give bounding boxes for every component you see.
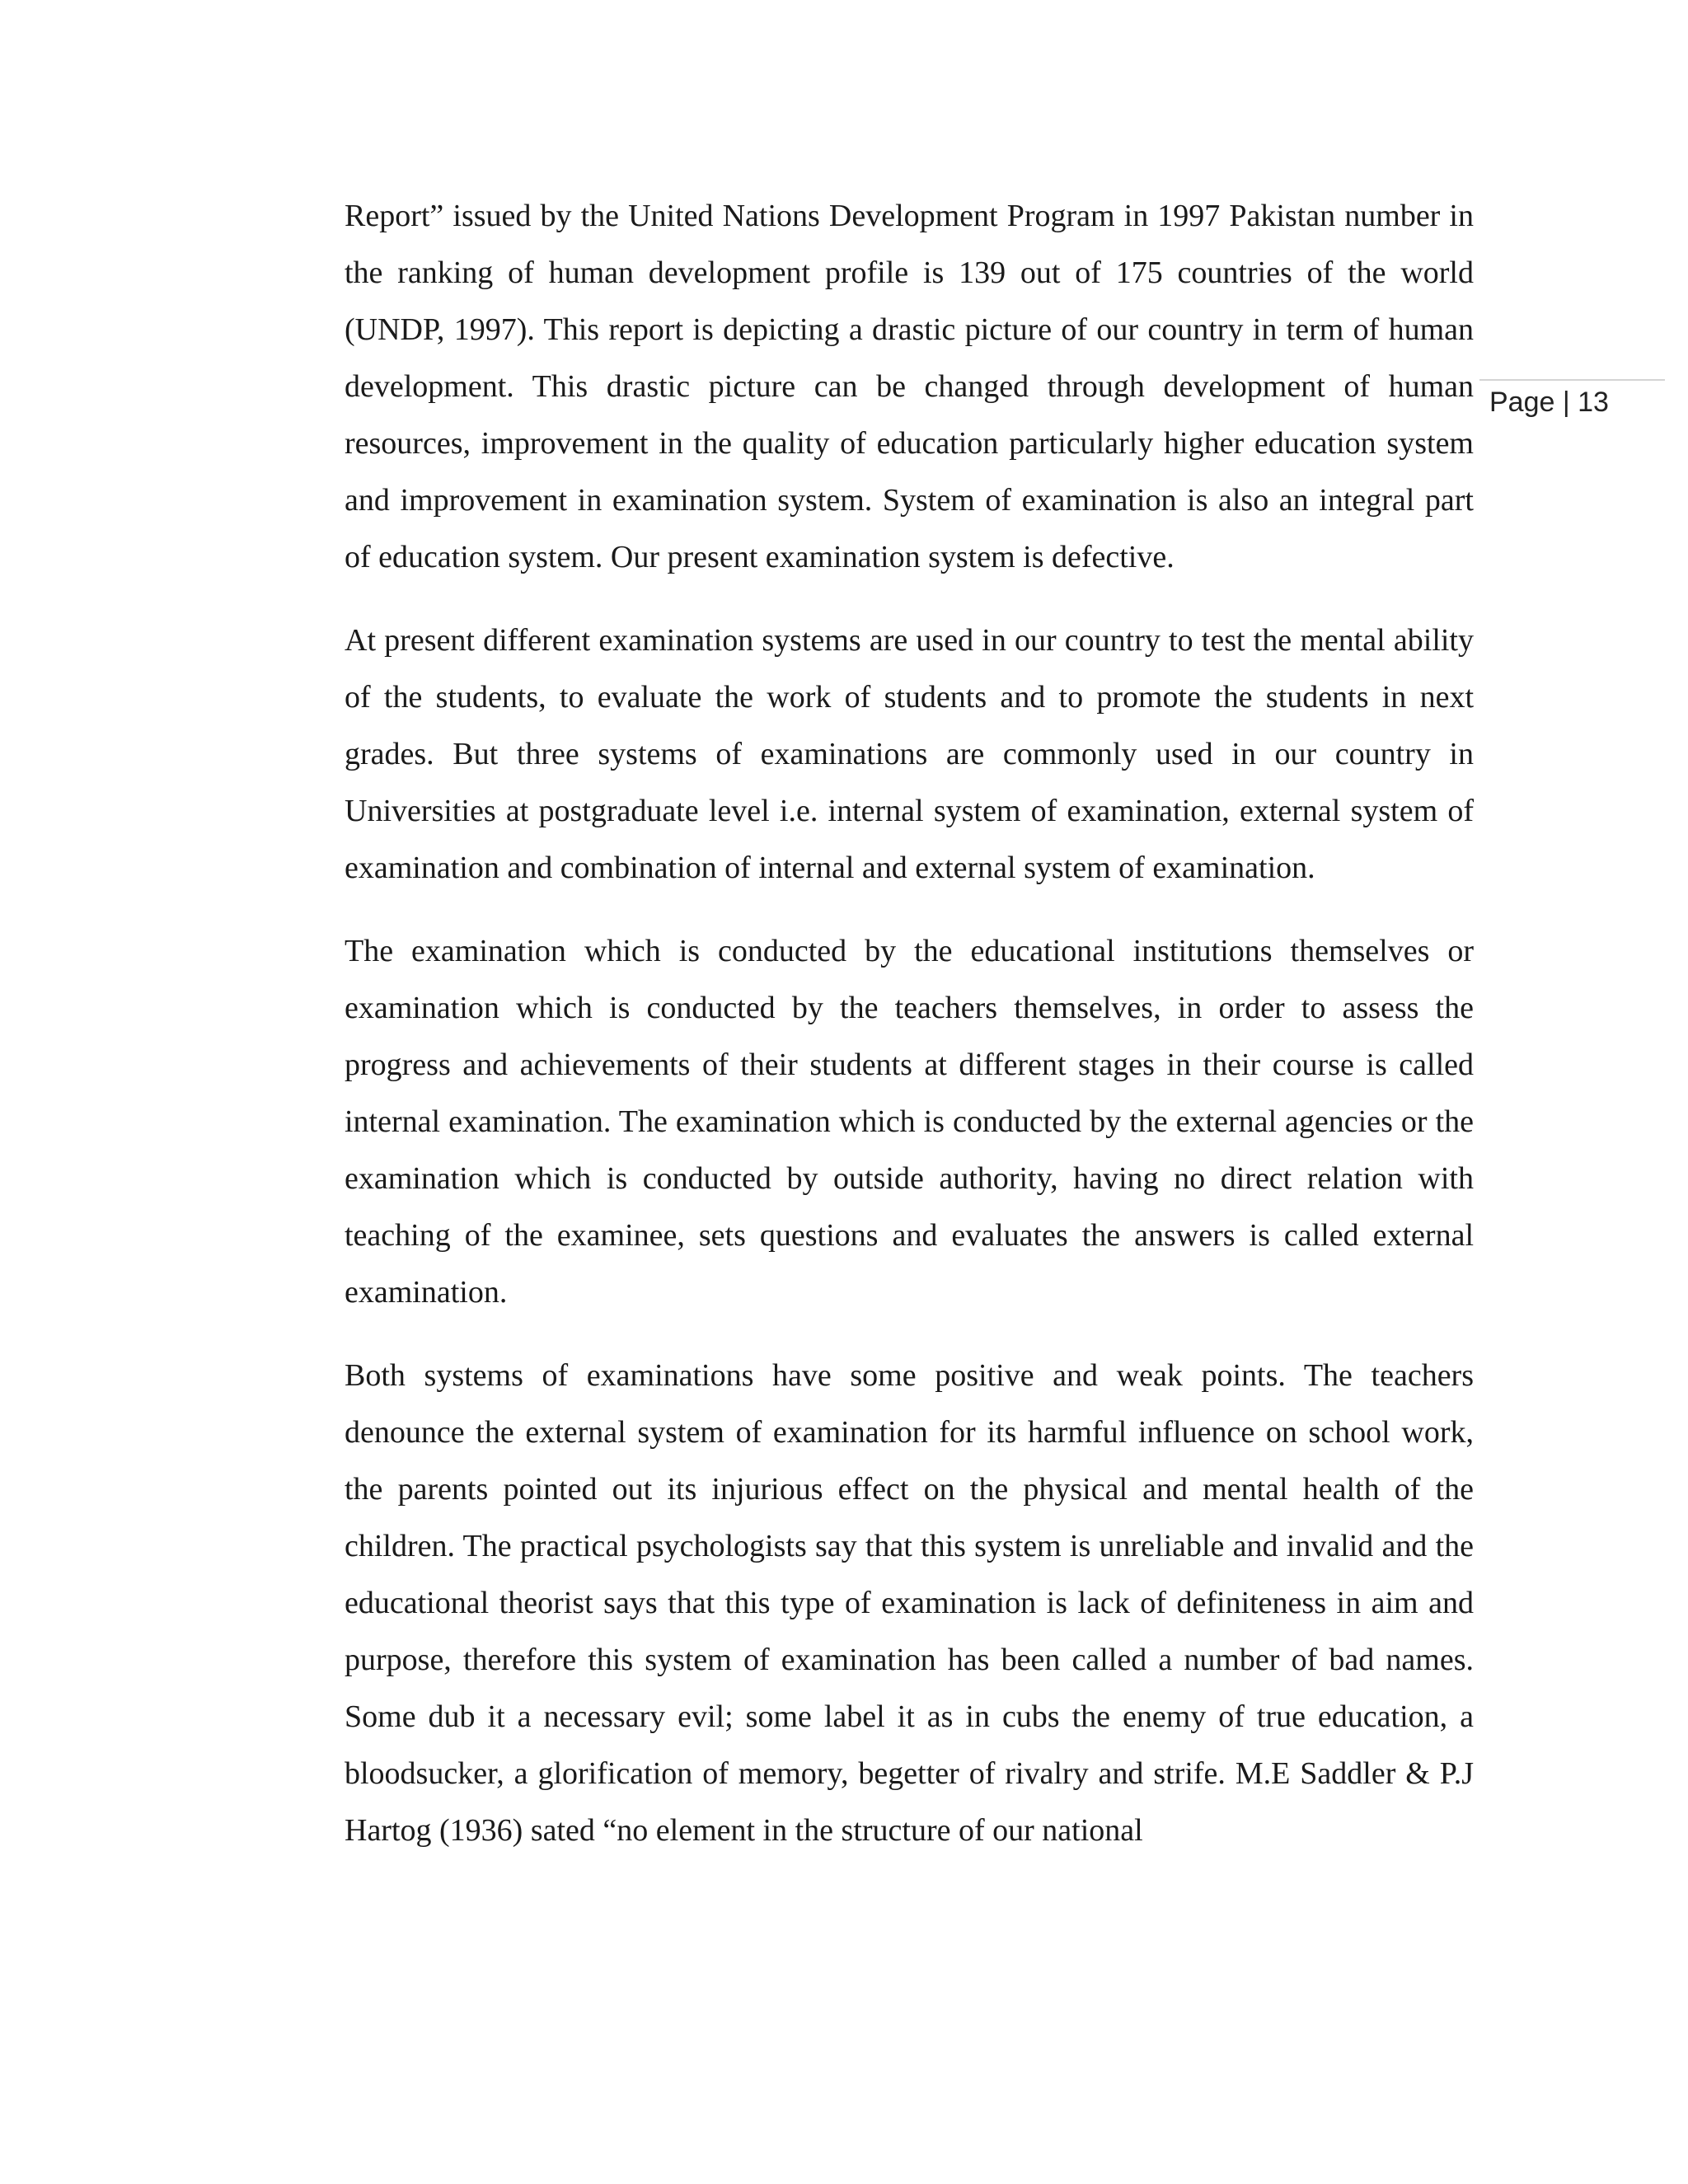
paragraph-4: Both systems of examinations have some positive and weak points. The teachers denounce the external system of examination for its harmful influence on school work, the parents pointed out its injurious effect on the physical and mental health of the children. The practical psychologists say that this system is unreliable and invalid and the educational theorist says that this type of examination is lack of definiteness in aim and purpose, therefore this system of examination has been called a number of bad names. Some dub it a necessary evil; some label it as in cubs the enemy of true education, a bloodsucker, a glorification of memory, begetter of rivalry and strife. M.E Saddler & P.J Hartog (1936) sated “no element in the structure of our national	[345, 1358, 1474, 1848]
body-text	[345, 188, 1474, 1886]
page-number: Page | 13	[1489, 387, 1609, 418]
paragraph-3: The examination which is conducted by the educational institutions themselves or examination which is conducted by the teachers themselves, in order to assess the progress and achievements of their students at different stages in their course is called internal examination. The examination which is conducted by the external agencies or the examination which is conducted by outside authority, having no direct relation with teaching of the examinee, sets questions and evaluates the answers is called external examination.	[345, 934, 1474, 1310]
paragraph-2: At present different examination systems are used in our country to test the mental ability of the students, to evaluate the work of students and to promote the students in next grades. But three systems of examinations are commonly used in our country in Universities at postgraduate level i.e. internal system of examination, external system of examination and combination of internal and external system of examination.	[345, 623, 1474, 885]
paragraph-1: Report” issued by the United Nations Development Program in 1997 Pakistan number in the ranking of human development profile is 139 out of 175 countries of the world (UNDP, 1997). This report is depicting a drastic picture of our country in term of human development. This drastic picture can be changed through development of human resources, improvement in the quality of education particularly higher education system and improvement in examination system. System of examination is also an integral part of education system. Our present examination system is defective.	[345, 199, 1474, 574]
page-number-rule	[1479, 379, 1665, 381]
